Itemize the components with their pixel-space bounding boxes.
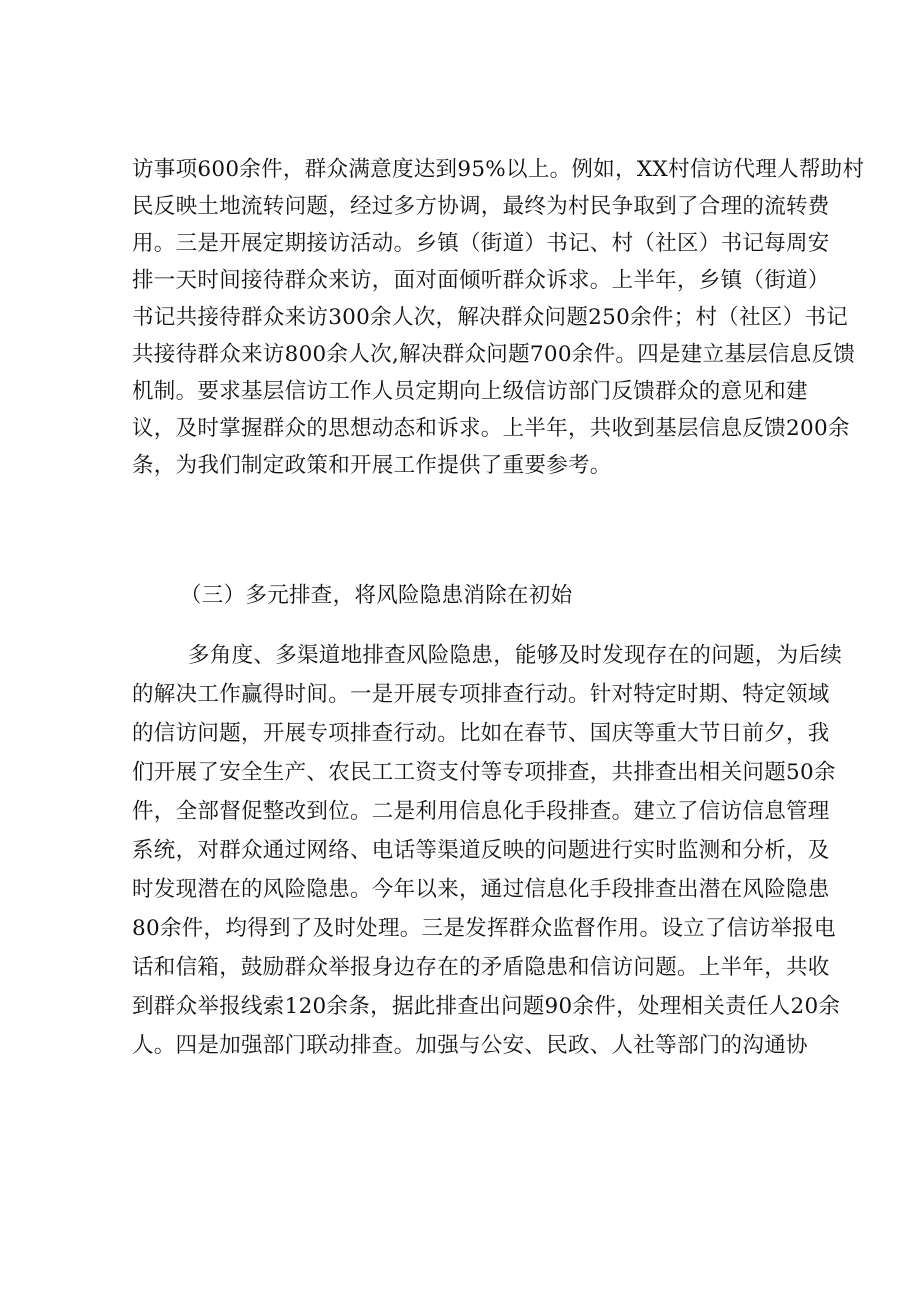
paragraph-line: 人。四是加强部门联动排查。加强与公安、民政、人社等部门的沟通协 (132, 1033, 808, 1058)
paragraph-line: 用。三是开展定期接访活动。乡镇（街道）书记、村（社区）书记每周安 (132, 231, 830, 256)
paragraph-line: 80余件，均得到了及时处理。三是发挥群众监督作用。设立了信访举报电 (132, 916, 836, 941)
paragraph-line: 的解决工作赢得时间。一是开展专项排查行动。针对特定时期、特定领域 (132, 682, 830, 707)
paragraph-line: 条，为我们制定政策和开展工作提供了重要参考。 (132, 453, 612, 478)
paragraph-line: 话和信箱，鼓励群众举报身边存在的矛盾隐患和信访问题。上半年，共收 (132, 955, 830, 980)
paragraph-line: 排一天时间接待群众来访，面对面倾听群众诉求。上半年，乡镇（街道） (132, 268, 830, 293)
paragraph-line: 的信访问题，开展专项排查行动。比如在春节、国庆等重大节日前夕，我 (132, 721, 830, 746)
paragraph-line: 民反映土地流转问题，经过多方协调，最终为村民争取到了合理的流转费 (132, 194, 830, 219)
paragraph-line: 多角度、多渠道地排查风险隐患，能够及时发现存在的问题，为后续 (188, 643, 843, 668)
paragraph-line: 们开展了安全生产、农民工工资支付等专项排查，共排查出相关问题50余 (132, 760, 836, 785)
paragraph-line: 机制。要求基层信访工作人员定期向上级信访部门反馈群众的意见和建 (132, 379, 808, 404)
paragraph-line: 件，全部督促整改到位。二是利用信息化手段排查。建立了信访信息管理 (132, 799, 830, 824)
paragraph-line: 系统，对群众通过网络、电话等渠道反映的问题进行实时监测和分析，及 (132, 838, 830, 863)
paragraph-line: 时发现潜在的风险隐患。今年以来，通过信息化手段排查出潜在风险隐患 (132, 877, 830, 902)
paragraph-line: 访事项600余件，群众满意度达到95%以上。例如，XX村信访代理人帮助村 (132, 157, 865, 182)
paragraph-line: 到群众举报线索120余条，据此排查出问题90余件，处理相关责任人20余 (132, 994, 841, 1019)
paragraph-line: 书记共接待群众来访300余人次，解决群众问题250余件；村（社区）书记 (132, 305, 849, 330)
section-heading: （三）多元排查，将风险隐患消除在初始 (180, 583, 573, 608)
paragraph-line: 议，及时掌握群众的思想动态和诉求。上半年，共收到基层信息反馈200余 (132, 416, 850, 441)
paragraph-line: 共接待群众来访800余人次,解决群众问题700余件。四是建立基层信息反馈 (132, 342, 856, 367)
